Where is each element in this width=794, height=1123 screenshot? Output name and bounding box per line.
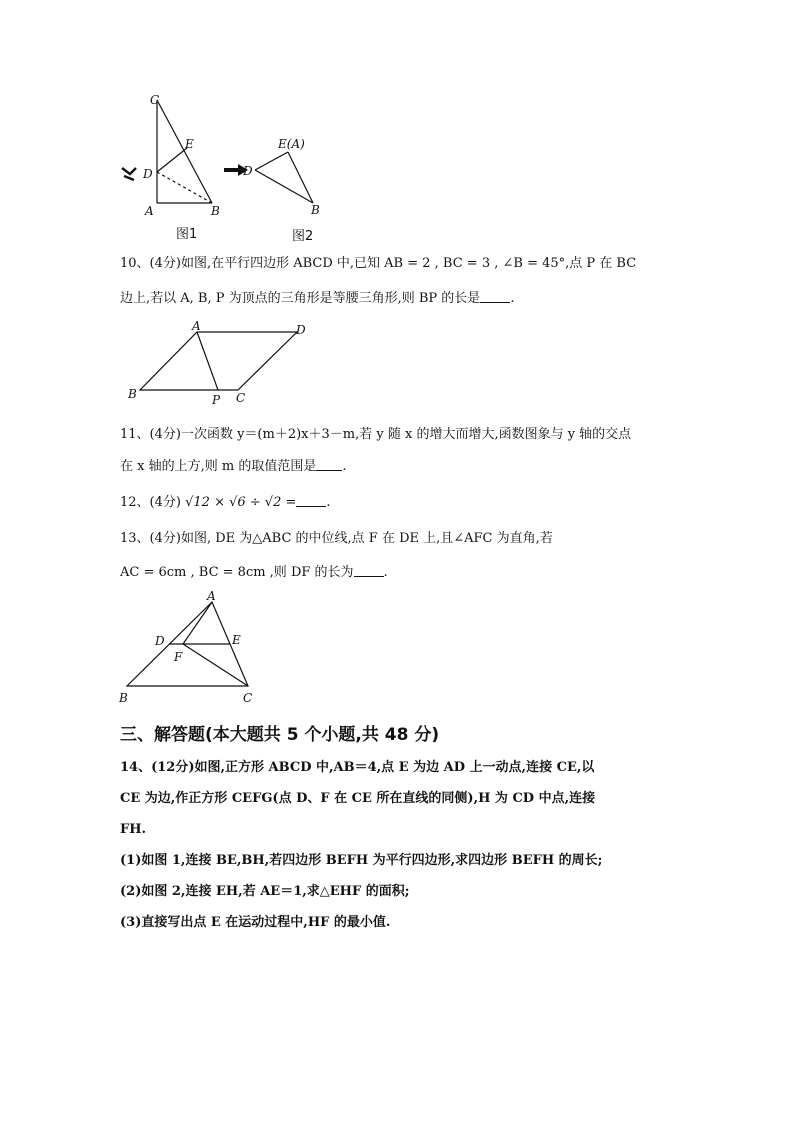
q13-label-E: E (232, 633, 241, 647)
q10-line2 (120, 290, 514, 307)
fold-arrow-icon (122, 168, 136, 180)
q11-line2 (120, 458, 346, 475)
q10-answer-blank[interactable] (480, 290, 510, 303)
q13-line1: 13、(4分)如图, DE 为△ABC 的中位线,点 F 在 DE 上,且∠AFC 为直角,若 (120, 531, 553, 546)
q14-line1: 14、(12分)如图,正方形 ABCD 中,AB＝4,点 E 为边 AD 上一动点,连接 CE,以 (120, 760, 595, 775)
q12-answer-blank[interactable] (296, 494, 326, 507)
q11-line1: 11、(4分)一次函数 y＝(m＋2)x＋3－m,若 y 随 x 的增大而增大,函数图象与 y 轴的交点 (120, 427, 632, 442)
q14-part3: (3)直接写出点 E 在运动过程中,HF 的最小值. (120, 915, 391, 930)
q13-label-B: B (119, 691, 128, 705)
q14-line3: FH. (120, 822, 147, 837)
q13-label-C: C (243, 691, 253, 705)
q14-part2: (2)如图 2,连接 EH,若 AE＝1,求△EHF 的面积; (120, 884, 410, 899)
q10-label-D: D (296, 323, 306, 337)
q10-line1: 10、(4分)如图,在平行四边形 ABCD 中,已知 AB = 2 , BC = 3 , ∠B = 45°,点 P 在 BC (120, 256, 637, 271)
q13-line2-text: AC = 6cm , BC = 8cm ,则 DF 的长为 (120, 565, 354, 580)
q12-line (120, 494, 331, 511)
q10-line2-end: . (510, 291, 515, 306)
fig1-label-C: C (150, 93, 160, 107)
q13-line2 (120, 564, 388, 581)
q13-answer-blank[interactable] (354, 564, 384, 577)
q13-line2-end: . (383, 565, 388, 580)
q12-prefix: 12、(4分) (120, 495, 181, 510)
q10-label-A: A (192, 319, 201, 333)
q12-expression: √12 × √6 ÷ √2 = (185, 495, 297, 510)
section-3-title: 三、解答题(本大题共 5 个小题,共 48 分) (120, 725, 440, 745)
fig2-label-EA: E(A) (278, 137, 305, 151)
fig1-caption: 图1 (176, 227, 198, 242)
fig1-label-D: D (143, 167, 153, 181)
q10-label-P: P (212, 393, 221, 407)
q11-answer-blank[interactable] (316, 458, 342, 471)
fig1-triangle (157, 100, 212, 203)
fig2-caption: 图2 (292, 229, 314, 244)
q10-label-B: B (128, 387, 137, 401)
q11-line2-end: . (342, 459, 347, 474)
q12-end: . (326, 495, 331, 510)
q14-part1: (1)如图 1,连接 BE,BH,若四边形 BEFH 为平行四边形,求四边形 BEFH 的周长; (120, 853, 603, 868)
q10-line2-text: 边上,若以 A, B, P 为顶点的三角形是等腰三角形,则 BP 的长是 (120, 291, 481, 306)
q13-label-A: A (207, 589, 216, 603)
fig1-label-E: E (185, 137, 194, 151)
fig1-label-A: A (145, 204, 154, 218)
fig2-label-D: D (243, 164, 253, 178)
q13-label-F: F (174, 650, 183, 664)
fig2-triangle (255, 152, 313, 203)
fig2-label-B: B (311, 203, 320, 217)
q14-line2: CE 为边,作正方形 CEFG(点 D、F 在 CE 所在直线的同侧),H 为 CD 中点,连接 (120, 791, 596, 806)
q10-label-C: C (236, 391, 246, 405)
q13-triangle-figure (115, 588, 265, 706)
q11-line2-text: 在 x 轴的上方,则 m 的取值范围是 (120, 459, 317, 474)
fig1-label-B: B (211, 204, 220, 218)
q10-parallelogram-figure (120, 318, 320, 408)
figure-1-2 (110, 90, 350, 240)
q13-label-D: D (155, 634, 165, 648)
